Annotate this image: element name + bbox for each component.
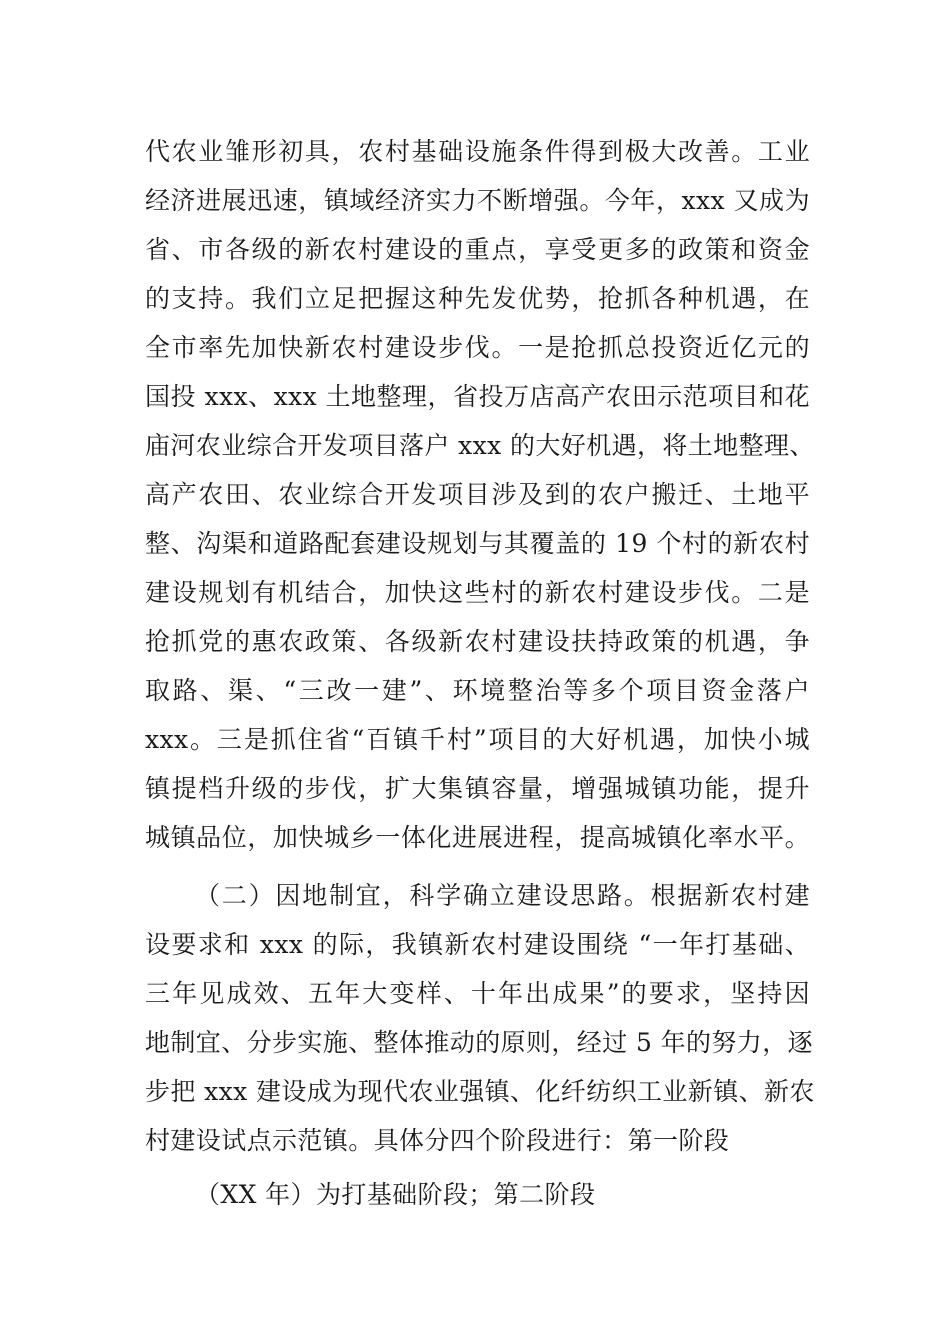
- paragraph-line: 取路、渠、“三改一建”、环境整治等多个项目资金落户: [145, 676, 810, 705]
- paragraph-line: 镇提档升级的步伐，扩大集镇容量，增强城镇功能，提升: [145, 774, 810, 803]
- paragraph-line: 国投 xxx、xxx 土地整理，省投万店高产农田示范项目和花: [145, 382, 810, 411]
- paragraph-line: 城镇品位，加快城乡一体化进展进程，提高城镇化率水平。: [145, 823, 810, 852]
- paragraph-line: 省、市各级的新农村建设的重点，享受更多的政策和资金: [145, 235, 810, 264]
- paragraph-line: 建设规划有机结合，加快这些村的新农村建设步伐。二是: [145, 578, 810, 607]
- paragraph-line: 代农业雏形初具，农村基础设施条件得到极大改善。工业: [145, 137, 810, 166]
- paragraph-line: 村建设试点示范镇。具体分四个阶段进行：第一阶段: [145, 1126, 730, 1155]
- paragraph-line: 设要求和 xxx 的际，我镇新农村建设围绕 “一年打基础、: [145, 930, 810, 959]
- paragraph-line: 全市率先加快新农村建设步伐。一是抢抓总投资近亿元的: [145, 333, 810, 362]
- paragraph-line: 的支持。我们立足把握这种先发优势，抢抓各种机遇，在: [145, 284, 810, 313]
- paragraph-line: 高产农田、农业综合开发项目涉及到的农户搬迁、土地平: [145, 480, 810, 509]
- paragraph-line: 地制宜、分步实施、整体推动的原则，经过 5 年的努力，逐: [145, 1028, 814, 1057]
- paragraph-line: 整、沟渠和道路配套建设规划与其覆盖的 19 个村的新农村: [145, 529, 810, 558]
- paragraph-line: 抢抓党的惠农政策、各级新农村建设扶持政策的机遇，争: [145, 627, 810, 656]
- paragraph-line: 三年见成效、五年大变样、十年出成果”的要求，坚持因: [145, 979, 810, 1008]
- paragraph-line: 步把 xxx 建设成为现代农业强镇、化纤纺织工业新镇、新农: [145, 1077, 815, 1106]
- paragraph-line: （XX 年）为打基础阶段；第二阶段: [195, 1180, 596, 1209]
- paragraph-line: 经济进展迅速，镇域经济实力不断增强。今年，xxx 又成为: [145, 186, 810, 215]
- paragraph-line: xxx。三是抓住省“百镇千村”项目的大好机遇，加快小城: [145, 725, 810, 754]
- paragraph-line: 庙河农业综合开发项目落户 xxx 的大好机遇，将土地整理、: [145, 431, 815, 460]
- paragraph-line: （二）因地制宜，科学确立建设思路。根据新农村建: [195, 881, 810, 910]
